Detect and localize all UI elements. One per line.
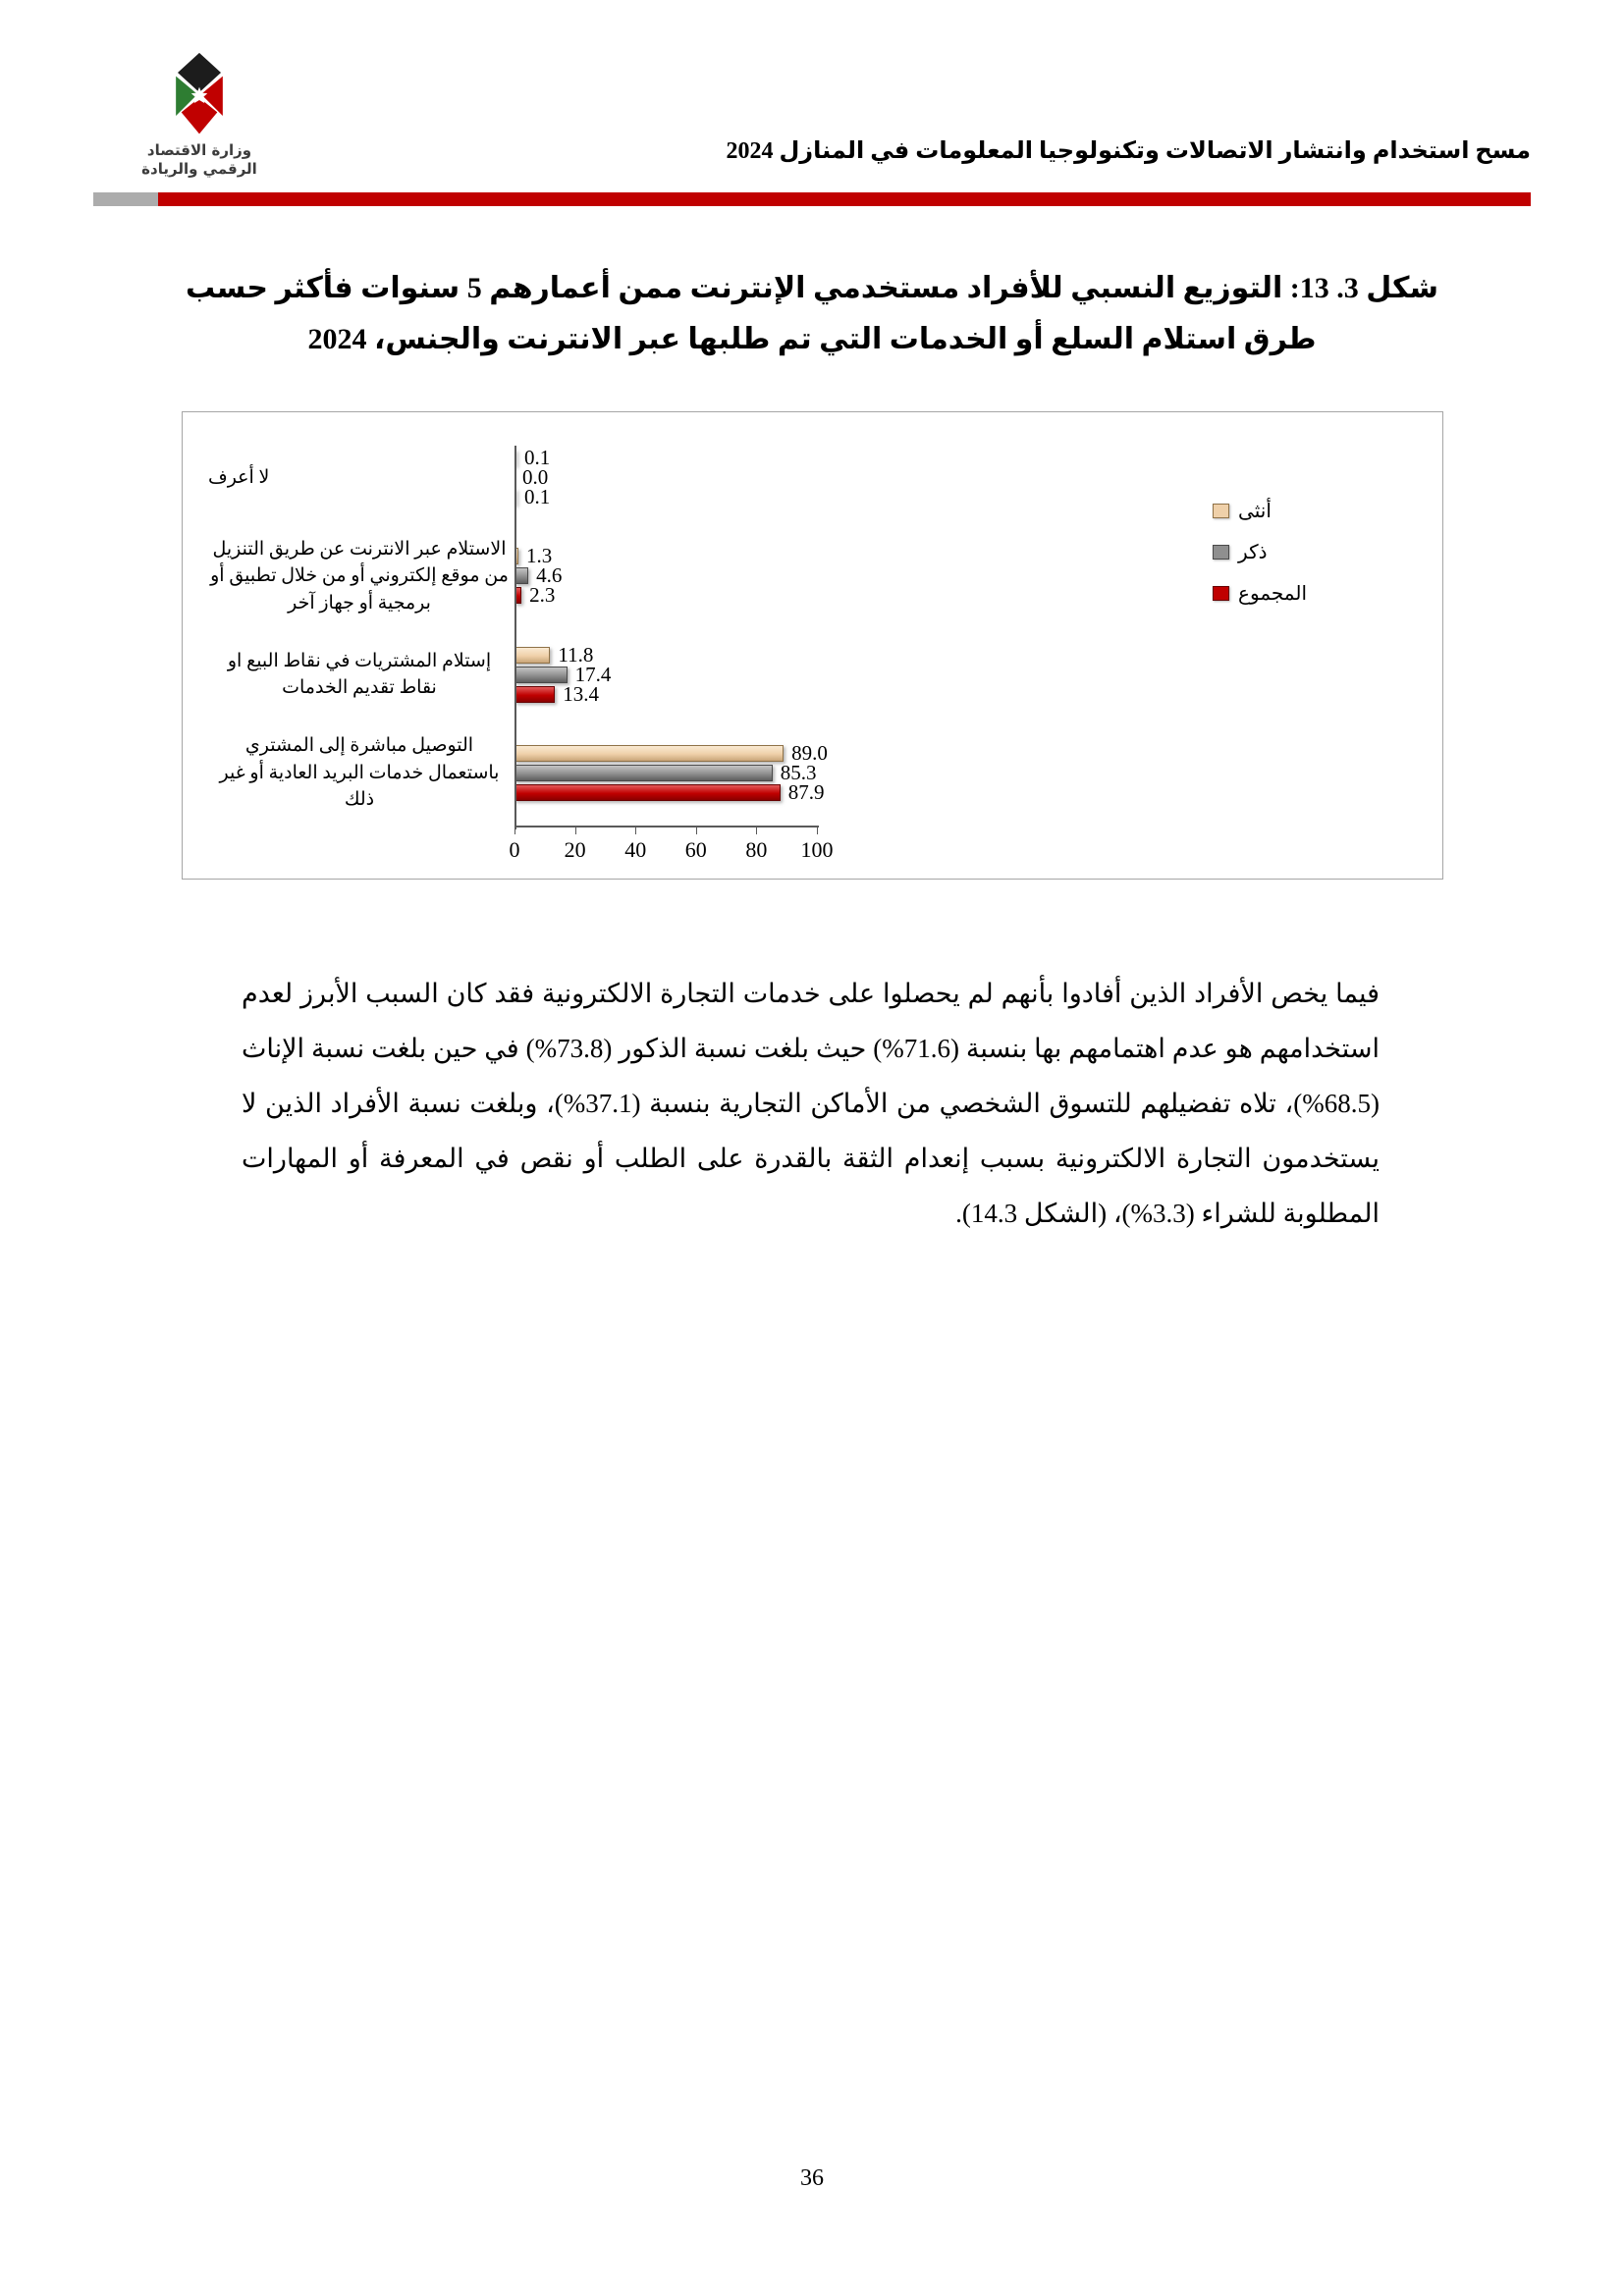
- bar-value-label: 89.0: [791, 740, 828, 765]
- tick-label: 100: [800, 836, 834, 862]
- bar-value-label: 87.9: [787, 779, 825, 804]
- body-paragraph: فيما يخص الأفراد الذين أفادوا بأنهم لم يحصلوا على خدمات التجارة الالكترونية فقد كان السبب الأبرز لعدم استخدامهم هو عدم اهتمامهم بها بنسبة (71.6%) حيث بلغت نسبة الذكور (73.8%) في حين بلغت نسبة الإناث (68.5%)، تلاه تفضيلهم للتسوق الشخصي من الأماكن التجارية بنسبة (37.1%)، وبلغت نسبة الأفراد الذين لا يستخدمون التجارة الالكترونية بسبب إنعدام الثقة بالقدرة على الطلب أو نقص في المعرفة أو المهارات المطلوبة للشراء (3.3%)، (الشكل 14.3).: [242, 978, 1380, 1229]
- tick-label: 20: [564, 836, 586, 862]
- bar-value-label: 85.3: [780, 760, 817, 784]
- bar-value-label: 11.8: [558, 642, 594, 667]
- bar-value-label: 0.1: [524, 446, 551, 469]
- ministry-name: [126, 141, 273, 179]
- bar-row: [514, 662, 612, 686]
- figure-title: [0, 263, 1624, 366]
- bar-value-label: 13.4: [563, 681, 600, 706]
- chart-frame: [182, 411, 1443, 880]
- bar-row: [514, 642, 611, 667]
- bar: [514, 765, 773, 781]
- tick-mark: [756, 828, 757, 834]
- bar-row: [514, 446, 551, 469]
- bar-row: [514, 583, 562, 608]
- bar-group: [190, 642, 1429, 706]
- bar-group: [190, 732, 1429, 814]
- y-axis: [514, 446, 516, 829]
- bar: [514, 745, 784, 762]
- ministry-logo: [126, 51, 273, 179]
- category-label: لا أعرف: [208, 466, 270, 488]
- plot-area: [190, 442, 1429, 865]
- tick-mark: [635, 828, 636, 834]
- ministry-logo-icon: [156, 51, 243, 137]
- page-number: 36: [800, 2165, 824, 2191]
- figure-title-line2: طرق استلام السلع أو الخدمات التي تم طلبها عبر الانترنت والجنس، 2024: [307, 323, 1317, 355]
- tick-label: 60: [684, 836, 707, 862]
- bar-row: [514, 779, 828, 804]
- legend-label: أنثى: [1238, 500, 1272, 522]
- tick-mark: [514, 828, 515, 834]
- page-header: [0, 0, 1624, 187]
- bar-row: [514, 681, 611, 706]
- tick-mark: [817, 828, 818, 834]
- bar: [514, 784, 781, 801]
- x-axis: [509, 826, 834, 865]
- bar-value-label: 1.3: [526, 544, 553, 568]
- plot-groups: [190, 442, 1429, 814]
- category-label: إستلام المشتريات في نقاط البيع او نقاط تقديم الخدمات: [227, 650, 492, 699]
- bar: [514, 667, 568, 683]
- tick-mark: [575, 828, 576, 834]
- bar-value-label: 2.3: [529, 583, 556, 608]
- bar-group: [190, 446, 1429, 508]
- ministry-name-line1: وزارة الاقتصاد: [146, 141, 252, 159]
- bar-row: [514, 760, 828, 784]
- bar: [514, 647, 550, 664]
- bar-row: [514, 740, 828, 765]
- tick-label: 40: [624, 836, 647, 862]
- bar-row: [514, 485, 551, 508]
- tick-label: 80: [745, 836, 768, 862]
- legend-label: ذكر: [1238, 541, 1268, 563]
- bar-row: [514, 563, 563, 588]
- bar-row: [514, 544, 562, 568]
- header-survey-title: مسح استخدام وانتشار الاتصالات وتكنولوجيا المعلومات في المنازل 2024: [726, 137, 1531, 164]
- bar-value-label: 0.1: [524, 485, 551, 508]
- bar-row: [514, 465, 550, 489]
- bar: [514, 567, 528, 584]
- tick-mark: [696, 828, 697, 834]
- legend-label: المجموع: [1238, 582, 1307, 605]
- figure-title-line1: شكل 3. 13: التوزيع النسبي للأفراد مستخدمي الإنترنت ممن أعمارهم 5 سنوات فأكثر حسب: [186, 271, 1438, 304]
- category-label: التوصيل مباشرة إلى المشتري باستعمال خدمات البريد العادية أو غير ذلك: [219, 735, 500, 811]
- bar-value-label: 4.6: [536, 563, 563, 588]
- header-rule-gray-segment: [93, 192, 158, 206]
- bar-value-label: 0.0: [522, 465, 549, 489]
- header-rule: [93, 192, 1531, 206]
- bar-group: [190, 536, 1429, 617]
- category-label: الاستلام عبر الانترنت عن طريق التنزيل من موقع إلكتروني أو من خلال تطبيق أو برمجية أو جهاز آخر: [210, 538, 509, 614]
- ministry-name-line2: الرقمي والريادة: [141, 159, 257, 178]
- bar-value-label: 17.4: [574, 662, 612, 686]
- bar: [514, 686, 555, 703]
- tick-label: 0: [509, 836, 520, 862]
